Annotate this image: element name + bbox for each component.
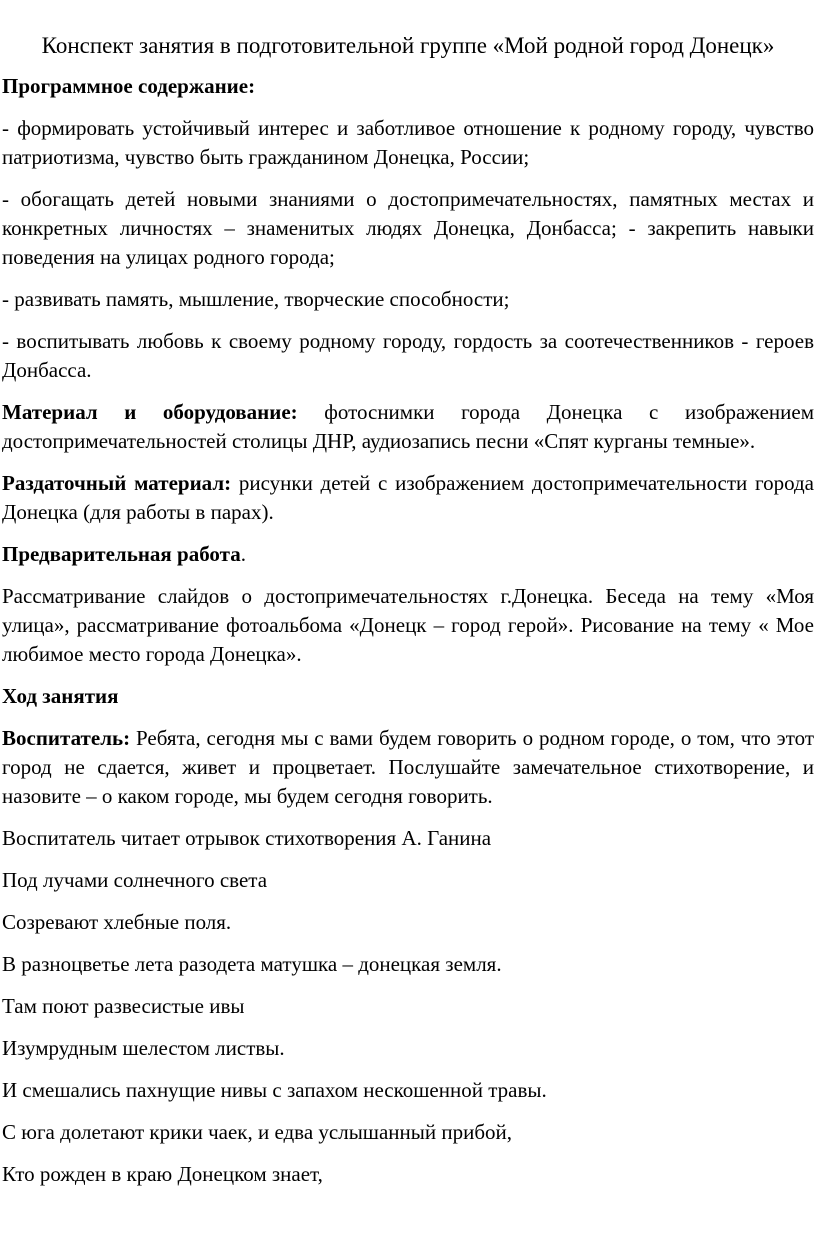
handout-paragraph xyxy=(2,469,814,527)
poem-line: В разноцветье лета разодета матушка – донецкая земля. xyxy=(2,952,502,976)
material-text: фотоснимки города Донецка с изображением достопримечательностей столицы ДНР, аудиозапись песни «Спят курганы темные». xyxy=(2,400,815,453)
handout-label: Раздаточный материал: xyxy=(2,471,232,495)
document-title: Конспект занятия в подготовительной группе «Мой родной город Донецк» xyxy=(41,33,775,58)
course-heading: Ход занятия xyxy=(2,684,119,708)
prelim-label: Предварительная работа xyxy=(2,542,241,566)
program-heading: Программное содержание: xyxy=(2,74,256,98)
teacher-label: Воспитатель: xyxy=(2,726,131,750)
material-paragraph xyxy=(2,398,814,456)
poem-line: И смешались пахнущие нивы с запахом нескошенной травы. xyxy=(2,1078,547,1102)
course-heading-paragraph xyxy=(2,682,814,711)
poem-line: Кто рожден в краю Донецком знает, xyxy=(2,1162,323,1186)
goal-item: - развивать память, мышление, творческие способности; xyxy=(2,287,510,311)
goal-item: - формировать устойчивый интерес и заботливое отношение к родному городу, чувство патриотизма, чувство быть гражданином Донецка, России; xyxy=(2,116,814,169)
prelim-heading-paragraph xyxy=(2,540,814,569)
goal-item: - воспитывать любовь к своему родному городу, гордость за соотечественников - героев Донбасса. xyxy=(2,329,814,382)
goal-item: - обогащать детей новыми знаниями о достопримечательностях, памятных местах и конкретных личностях – знаменитых людях Донецка, Донбасса; - закрепить навыки поведения на улицах родного города; xyxy=(2,187,814,269)
poem-line: Там поют развесистые ивы xyxy=(2,994,245,1018)
poem-intro: Воспитатель читает отрывок стихотворения А. Ганина xyxy=(2,826,492,850)
prelim-dot: . xyxy=(240,542,246,566)
handout-text: рисунки детей с изображением достопримечательности города Донецка (для работы в парах). xyxy=(2,471,814,524)
material-label: Материал и оборудование: xyxy=(2,400,298,424)
teacher-text: Ребята, сегодня мы с вами будем говорить о родном городе, о том, что этот город не сдается, живет и процветает. Послушайте замечательное стихотворение, и назовите – о каком городе, мы будем сегодня говорить. xyxy=(2,726,814,808)
poem-line: С юга долетают крики чаек, и едва услышанный прибой, xyxy=(2,1120,513,1144)
poem-line: Изумрудным шелестом листвы. xyxy=(2,1036,285,1060)
program-heading-paragraph xyxy=(2,72,814,101)
prelim-text: Рассматривание слайдов о достопримечательностях г.Донецка. Беседа на тему «Моя улица», рассматривание фотоальбома «Донецк – город герой». Рисование на тему « Мое любимое место города Донецка». xyxy=(2,584,814,666)
poem-line: Под лучами солнечного света xyxy=(2,868,268,892)
teacher-paragraph xyxy=(2,724,814,811)
poem-line: Созревают хлебные поля. xyxy=(2,910,232,934)
